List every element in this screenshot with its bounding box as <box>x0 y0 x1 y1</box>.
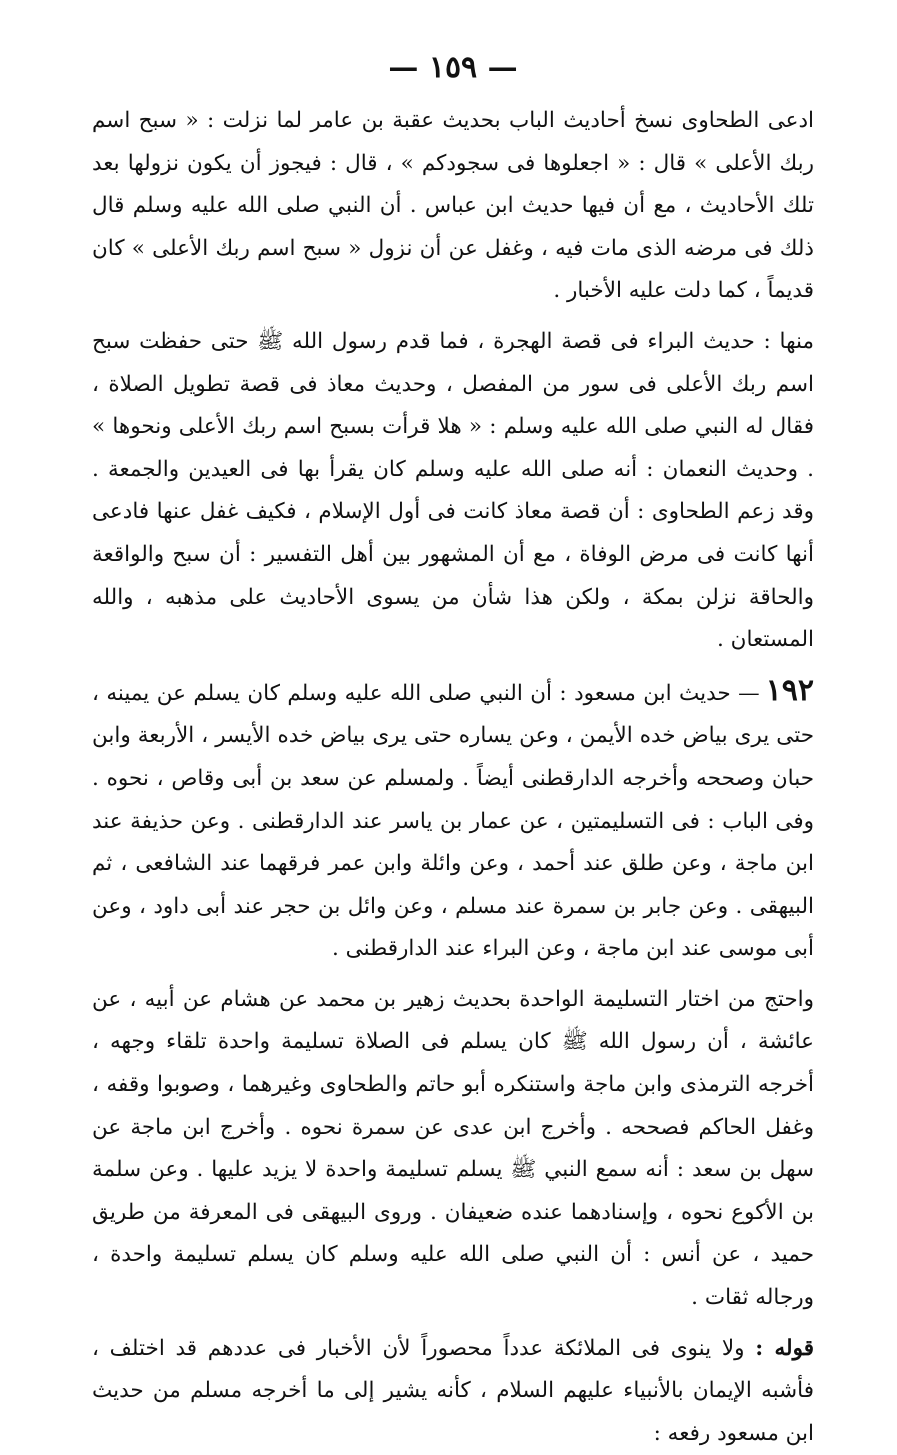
paragraph-text <box>92 670 814 971</box>
paragraph-text: منها : حديث البراء فى قصة الهجرة ، فما قدم رسول الله ﷺ حتى حفظت سبح اسم ربك الأعلى فى سور من المفصل ، وحديث معاذ فى قصة تطويل الصلاة ، فقال له النبي صلى الله عليه وسلم : « هلا قرأت بسبح اسم ربك الأعلى ونحوها » . وحديث النعمان : أنه صلى الله عليه وسلم كان يقرأ بها فى العيدين والجمعة . وقد زعم الطحاوى : أن قصة معاذ كانت فى أول الإسلام ، فكيف غفل عنها فادعى أنها كانت فى مرض الوفاة ، مع أن المشهور بين أهل التفسير : أن سبح والواقعة والحاقة نزلن بمكة ، ولكن هذا شأن من يسوى الأحاديث على مذهبه ، والله المستعان . <box>92 328 814 653</box>
paragraph-body: ولا ينوى فى الملائكة عدداً محصوراً لأن الأخبار فى عددهم قد اختلف ، فأشبه الإيمان بالأنبياء عليهم السلام ، كأنه يشير إلى ما أخرجه مسلم من حديث ابن مسعود رفعه : <box>92 1335 814 1446</box>
document-page <box>92 48 814 1446</box>
paragraph-single-tasleem <box>92 979 814 1320</box>
paragraph-lead: قوله : <box>755 1335 814 1361</box>
paragraph-text: واحتج من اختار التسليمة الواحدة بحديث زهير بن محمد عن هشام عن أبيه ، عن عائشة ، أن رسول الله ﷺ كان يسلم فى الصلاة تسليمة واحدة تلقاء وجهه ، أخرجه الترمذى وابن ماجة واستنكره أبو حاتم والطحاوى وغيرهما ، وصوبوا وقفه ، وغفل الحاكم فصححه . وأخرج ابن عدى عن سمرة نحوه . وأخرج ابن ماجة عن سهل بن سعد : أنه سمع النبي ﷺ يسلم تسليمة واحدة لا يزيد عليها . وعن سلمة بن الأكوع نحوه ، وإسنادهما عنده ضعيفان . وروى البيهقى فى المعرفة من طريق حميد ، عن أنس : أن النبي صلى الله عليه وسلم كان يسلم تسليمة واحدة ، ورجاله ثقات . <box>92 986 814 1311</box>
paragraph-tahawi-claim <box>92 100 814 313</box>
hadith-text: — حديث ابن مسعود : أن النبي صلى الله عليه وسلم كان يسلم عن يمينه ، حتى يرى بياض خده الأيمن ، وعن يساره حتى يرى بياض خده الأيسر ، الأربعة وابن حبان وصححه وأخرجه الدارقطنى أيضاً . ولمسلم عن سعد بن أبى وقاص ، نحوه . وفى الباب : فى التسليمتين ، عن عمار بن ياسر عند الدارقطنى . وعن حذيفة عند ابن ماجة ، وعن طلق عند أحمد ، وعن وائلة وابن عمر فرقهما عند الشافعى ، ثم البيهقى . وعن جابر بن سمرة عند مسلم ، وعن وائل بن حجر عند أبى داود ، وعن أبى موسى عند ابن ماجة ، وعن البراء عند الدارقطنى . <box>92 680 814 962</box>
paragraph-text: ادعى الطحاوى نسخ أحاديث الباب بحديث عقبة بن عامر لما نزلت : « سبح اسم ربك الأعلى » قال : « اجعلوها فى سجودكم » ، قال : فيجوز أن يكون نزولها بعد تلك الأحاديث ، مع أن فيها حديث ابن عباس . أن النبي صلى الله عليه وسلم قال ذلك فى مرضه الذى مات فيه ، وغفل عن أن نزول « سبح اسم ربك الأعلى » كان قديماً ، كما دلت عليه الأخبار . <box>92 108 814 304</box>
hadith-number: ١٩٢ <box>765 672 814 708</box>
page-number: — ١٥٩ — <box>388 50 518 85</box>
paragraph-angels <box>92 1328 814 1455</box>
paragraph-hadith-192 <box>92 670 814 971</box>
paragraph-text <box>92 1328 814 1455</box>
paragraph-baraa-hadith <box>92 321 814 662</box>
